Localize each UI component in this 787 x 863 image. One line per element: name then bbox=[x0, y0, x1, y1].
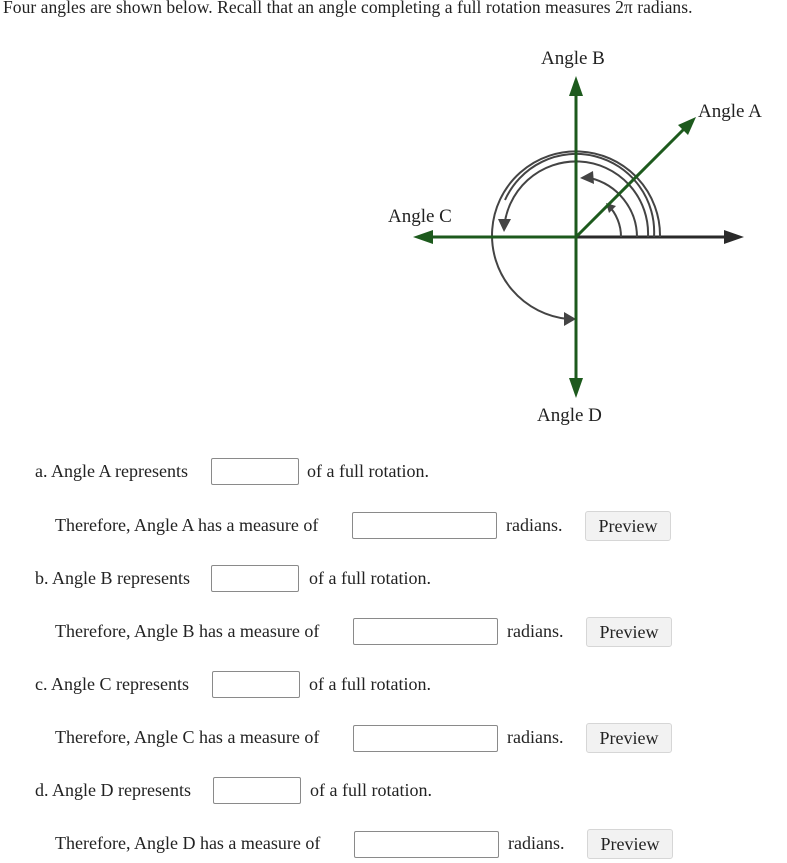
label-angle-d: Angle D bbox=[537, 405, 602, 426]
question-c-radians-suffix: radians. bbox=[507, 727, 564, 747]
question-a-preview-button[interactable]: Preview bbox=[585, 511, 671, 541]
label-angle-a: Angle A bbox=[698, 101, 762, 122]
question-c-represents-label: c. Angle C represents bbox=[35, 674, 189, 694]
question-d-rotation-suffix: of a full rotation. bbox=[310, 780, 432, 800]
arc-angle-c-arrow bbox=[498, 219, 511, 232]
question-b-preview-button[interactable]: Preview bbox=[586, 617, 672, 647]
question-c-radians-input[interactable] bbox=[353, 725, 498, 752]
arrowhead-right bbox=[724, 230, 744, 244]
question-a-rotation-suffix: of a full rotation. bbox=[307, 461, 429, 481]
intro-text: Four angles are shown below. Recall that an angle completing a full rotation measures 2π radians. bbox=[3, 0, 693, 17]
arrowhead-down bbox=[569, 378, 583, 398]
question-c-measure-label: Therefore, Angle C has a measure of bbox=[55, 727, 320, 747]
question-d-radians-suffix: radians. bbox=[508, 833, 565, 853]
question-d-represents-label: d. Angle D represents bbox=[35, 780, 191, 800]
question-a-radians-suffix: radians. bbox=[506, 515, 563, 535]
arc-angle-b-arrow bbox=[580, 171, 594, 184]
arc-angle-d-arrow bbox=[564, 312, 576, 326]
label-angle-b: Angle B bbox=[541, 48, 605, 69]
question-b-radians-suffix: radians. bbox=[507, 621, 564, 641]
arrowhead-left bbox=[413, 230, 433, 244]
question-c-fraction-input[interactable] bbox=[212, 671, 300, 698]
question-a-radians-input[interactable] bbox=[352, 512, 497, 539]
question-a-fraction-input[interactable] bbox=[211, 458, 299, 485]
arrowhead-up bbox=[569, 76, 583, 96]
question-b-measure-label: Therefore, Angle B has a measure of bbox=[55, 621, 320, 641]
question-b-rotation-suffix: of a full rotation. bbox=[309, 568, 431, 588]
question-b-represents-label: b. Angle B represents bbox=[35, 568, 190, 588]
question-d-radians-input[interactable] bbox=[354, 831, 499, 858]
question-c-rotation-suffix: of a full rotation. bbox=[309, 674, 431, 694]
question-d-preview-button[interactable]: Preview bbox=[587, 829, 673, 859]
question-d-fraction-input[interactable] bbox=[213, 777, 301, 804]
question-d-measure-label: Therefore, Angle D has a measure of bbox=[55, 833, 321, 853]
label-angle-c: Angle C bbox=[388, 206, 452, 227]
question-b-fraction-input[interactable] bbox=[211, 565, 299, 592]
question-a-measure-label: Therefore, Angle A has a measure of bbox=[55, 515, 319, 535]
question-c-preview-button[interactable]: Preview bbox=[586, 723, 672, 753]
question-a-represents-label: a. Angle A represents bbox=[35, 461, 188, 481]
question-b-radians-input[interactable] bbox=[353, 618, 498, 645]
